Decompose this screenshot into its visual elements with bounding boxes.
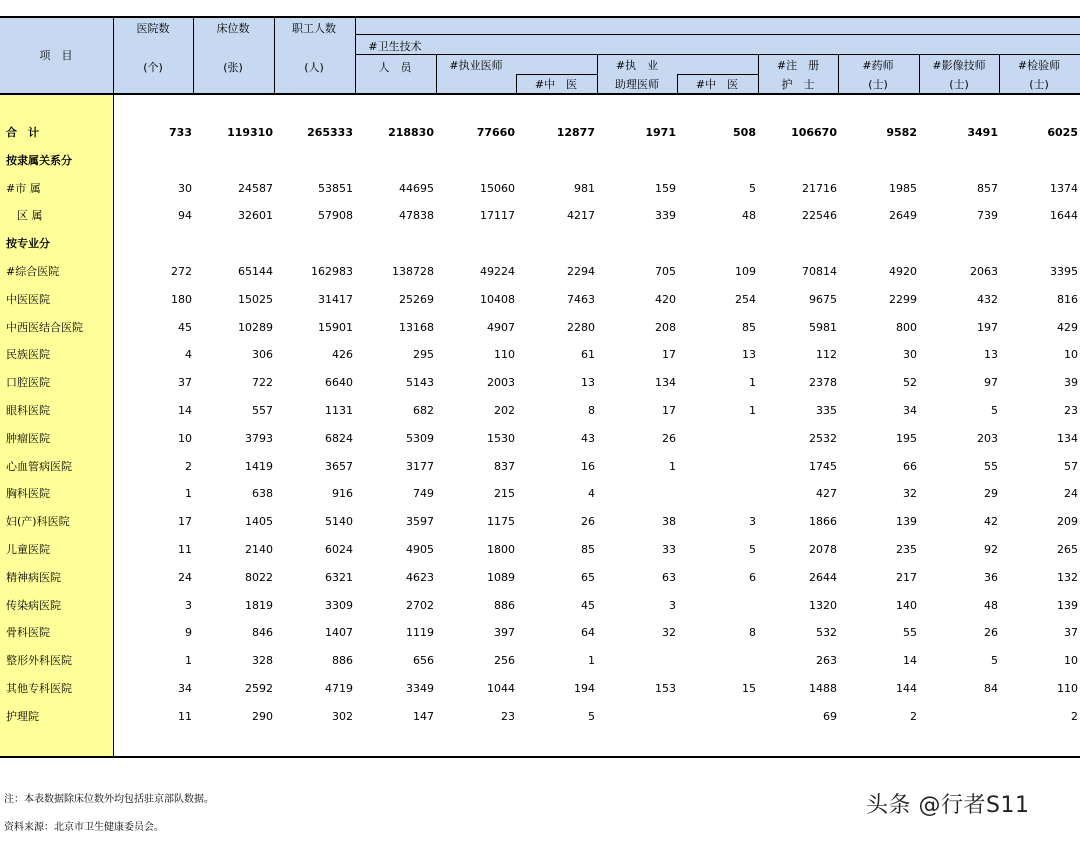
table-cell: 144 (896, 682, 917, 695)
table-cell: 110 (1057, 682, 1078, 695)
header-imaging-unit: (士) (949, 78, 969, 91)
table-cell: 37 (1064, 626, 1078, 639)
table-top-border (0, 16, 1080, 18)
table-cell: 17 (662, 348, 676, 361)
table-cell: 1 (588, 654, 595, 667)
table-cell: 2294 (567, 265, 595, 278)
table-cell: 140 (896, 599, 917, 612)
table-cell: 10289 (238, 321, 273, 334)
table-cell: 2078 (809, 543, 837, 556)
table-cell: 837 (494, 460, 515, 473)
table-cell: 8 (588, 404, 595, 417)
table-cell: 5140 (325, 515, 353, 528)
header-divider (597, 54, 598, 94)
table-cell: 6824 (325, 432, 353, 445)
table-cell: 57908 (318, 209, 353, 222)
table-cell: 11 (178, 543, 192, 556)
table-cell: 53851 (318, 182, 353, 195)
header-subline (355, 54, 1080, 55)
table-cell: 10 (1064, 654, 1078, 667)
table-cell: 1985 (889, 182, 917, 195)
table-cell: 10 (178, 432, 192, 445)
table-cell: 43 (581, 432, 595, 445)
table-cell: 15 (742, 682, 756, 695)
table-cell: 23 (501, 710, 515, 723)
header-subline (516, 74, 597, 75)
table-cell: 5 (749, 182, 756, 195)
table-cell: 2378 (809, 376, 837, 389)
table-cell: 94 (178, 209, 192, 222)
header-staff-unit: (人) (304, 61, 324, 74)
table-cell: 2299 (889, 293, 917, 306)
table-cell: 4907 (487, 321, 515, 334)
row-label: 心血管病医院 (6, 460, 72, 473)
table-cell: 106670 (791, 126, 837, 139)
table-cell: 66 (903, 460, 917, 473)
table-cell: 48 (742, 209, 756, 222)
table-cell: 1407 (325, 626, 353, 639)
table-cell: 77660 (476, 126, 515, 139)
table-cell: 13 (984, 348, 998, 361)
table-cell: 138728 (392, 265, 434, 278)
header-nurse-2: 护 士 (781, 78, 815, 91)
row-label: 骨科医院 (6, 626, 50, 639)
table-cell: 339 (655, 209, 676, 222)
table-cell: 5 (991, 654, 998, 667)
header-divider (193, 16, 194, 94)
table-cell: 13168 (399, 321, 434, 334)
header-bottom-border (0, 93, 1080, 95)
table-cell: 39 (1064, 376, 1078, 389)
header-health-tech-2: 人 员 (378, 61, 412, 74)
header-divider (274, 16, 275, 94)
table-cell: 22546 (802, 209, 837, 222)
header-subline (677, 74, 758, 75)
table-cell: 5981 (809, 321, 837, 334)
table-cell: 37 (178, 376, 192, 389)
table-cell: 3349 (406, 682, 434, 695)
table-cell: 10 (1064, 348, 1078, 361)
row-label: 妇(产)科医院 (6, 515, 70, 528)
header-pharmacist-unit: (士) (868, 78, 888, 91)
table-cell: 722 (252, 376, 273, 389)
header-health-tech: #卫生技术 (368, 40, 422, 53)
header-divider (919, 54, 920, 94)
row-label: 胸科医院 (6, 487, 50, 500)
table-cell: 5143 (406, 376, 434, 389)
header-assistant-doctor-tcm: #中 医 (695, 78, 739, 91)
table-cell: 4623 (406, 571, 434, 584)
row-label: #综合医院 (6, 265, 60, 278)
table-cell: 1800 (487, 543, 515, 556)
table-cell: 2140 (245, 543, 273, 556)
table-cell: 9675 (809, 293, 837, 306)
table-cell: 2644 (809, 571, 837, 584)
table-cell: 1374 (1050, 182, 1078, 195)
table-cell: 1320 (809, 599, 837, 612)
table-cell: 69 (823, 710, 837, 723)
header-divider (436, 54, 437, 94)
table-cell: 208 (655, 321, 676, 334)
table-cell: 132 (1057, 571, 1078, 584)
table-cell: 15060 (480, 182, 515, 195)
table-cell: 21716 (802, 182, 837, 195)
table-cell: 3657 (325, 460, 353, 473)
table-cell: 15901 (318, 321, 353, 334)
table-cell: 24587 (238, 182, 273, 195)
table-cell: 45 (581, 599, 595, 612)
table-cell: 429 (1057, 321, 1078, 334)
header-divider (516, 74, 517, 94)
table-cell: 705 (655, 265, 676, 278)
table-cell: 8 (749, 626, 756, 639)
table-cell: 532 (816, 626, 837, 639)
table-cell: 5 (991, 404, 998, 417)
table-cell: 4920 (889, 265, 917, 278)
table-cell: 749 (413, 487, 434, 500)
table-cell: 1745 (809, 460, 837, 473)
table-cell: 800 (896, 321, 917, 334)
table-cell: 61 (581, 348, 595, 361)
row-label: 其他专科医院 (6, 682, 72, 695)
table-cell: 2702 (406, 599, 434, 612)
table-cell: 3793 (245, 432, 273, 445)
header-imaging: #影像技师 (932, 59, 986, 72)
header-licensed-doctor-tcm: #中 医 (534, 78, 578, 91)
table-cell: 65144 (238, 265, 273, 278)
table-cell: 1 (749, 404, 756, 417)
table-cell: 1044 (487, 682, 515, 695)
table-cell: 30 (178, 182, 192, 195)
row-label: 口腔医院 (6, 376, 50, 389)
table-cell: 1488 (809, 682, 837, 695)
table-cell: 4217 (567, 209, 595, 222)
table-cell: 2063 (970, 265, 998, 278)
table-cell: 3 (669, 599, 676, 612)
header-beds-unit: (张) (223, 61, 243, 74)
table-cell: 432 (977, 293, 998, 306)
row-label: 区 属 (6, 209, 43, 222)
table-cell: 916 (332, 487, 353, 500)
row-label: 合 计 (6, 126, 39, 139)
table-cell: 1175 (487, 515, 515, 528)
table-cell: 32 (662, 626, 676, 639)
header-divider (758, 54, 759, 94)
table-cell: 1819 (245, 599, 273, 612)
header-divider (838, 54, 839, 94)
table-cell: 1419 (245, 460, 273, 473)
table-cell: 36 (984, 571, 998, 584)
table-cell: 45 (178, 321, 192, 334)
table-cell: 25269 (399, 293, 434, 306)
table-cell: 846 (252, 626, 273, 639)
table-cell: 52 (903, 376, 917, 389)
table-cell: 34 (903, 404, 917, 417)
row-label: 精神病医院 (6, 571, 61, 584)
table-cell: 235 (896, 543, 917, 556)
table-cell: 3309 (325, 599, 353, 612)
table-cell: 254 (735, 293, 756, 306)
table-cell: 886 (332, 654, 353, 667)
table-cell: 119310 (227, 126, 273, 139)
row-label: 肿瘤医院 (6, 432, 50, 445)
table-cell: 3 (185, 599, 192, 612)
table-cell: 38 (662, 515, 676, 528)
table-cell: 217 (896, 571, 917, 584)
table-cell: 215 (494, 487, 515, 500)
table-cell: 1866 (809, 515, 837, 528)
table-cell: 197 (977, 321, 998, 334)
table-cell: 426 (332, 348, 353, 361)
table-cell: 5309 (406, 432, 434, 445)
table-cell: 16 (581, 460, 595, 473)
table-cell: 306 (252, 348, 273, 361)
table-cell: 6025 (1047, 126, 1078, 139)
table-cell: 65 (581, 571, 595, 584)
table-cell: 26 (662, 432, 676, 445)
table-cell: 1405 (245, 515, 273, 528)
table-cell: 1 (185, 654, 192, 667)
table-cell: 153 (655, 682, 676, 695)
table-cell: 17 (662, 404, 676, 417)
table-cell: 109 (735, 265, 756, 278)
header-item: 项 目 (39, 49, 73, 62)
table-cell: 85 (581, 543, 595, 556)
table-cell: 508 (733, 126, 756, 139)
table-cell: 656 (413, 654, 434, 667)
table-cell: 6640 (325, 376, 353, 389)
header-divider (999, 54, 1000, 94)
table-cell: 2 (1071, 710, 1078, 723)
table-cell: 203 (977, 432, 998, 445)
table-cell: 335 (816, 404, 837, 417)
header-assistant-doctor-2: 助理医师 (615, 78, 659, 91)
table-cell: 64 (581, 626, 595, 639)
table-cell: 6321 (325, 571, 353, 584)
table-cell: 218830 (388, 126, 434, 139)
table-cell: 15025 (238, 293, 273, 306)
table-cell: 134 (655, 376, 676, 389)
table-cell: 2003 (487, 376, 515, 389)
table-cell: 63 (662, 571, 676, 584)
table-cell: 638 (252, 487, 273, 500)
table-cell: 3597 (406, 515, 434, 528)
row-label: 传染病医院 (6, 599, 61, 612)
table-cell: 3177 (406, 460, 434, 473)
table-cell: 7463 (567, 293, 595, 306)
header-licensed-doctor: #执业医师 (449, 59, 503, 72)
table-cell: 209 (1057, 515, 1078, 528)
table-cell: 17117 (480, 209, 515, 222)
table-cell: 159 (655, 182, 676, 195)
row-label: 整形外科医院 (6, 654, 72, 667)
table-cell: 5 (749, 543, 756, 556)
table-cell: 2 (185, 460, 192, 473)
table-cell: 139 (1057, 599, 1078, 612)
table-cell: 682 (413, 404, 434, 417)
table-cell: 265333 (307, 126, 353, 139)
table-cell: 31417 (318, 293, 353, 306)
table-cell: 194 (574, 682, 595, 695)
table-cell: 981 (574, 182, 595, 195)
table-cell: 13 (742, 348, 756, 361)
table-cell: 1119 (406, 626, 434, 639)
table-note: 注：本表数据除床位数外均包括驻京部队数据。 (4, 794, 214, 805)
table-cell: 42 (984, 515, 998, 528)
table-cell: 44695 (399, 182, 434, 195)
table-cell: 47838 (399, 209, 434, 222)
table-source: 资料来源：北京市卫生健康委员会。 (4, 822, 164, 833)
statistics-table (0, 16, 1080, 758)
table-cell: 24 (1064, 487, 1078, 500)
table-cell: 328 (252, 654, 273, 667)
table-cell: 1971 (645, 126, 676, 139)
table-cell: 55 (903, 626, 917, 639)
table-cell: 85 (742, 321, 756, 334)
table-cell: 1 (669, 460, 676, 473)
table-cell: 1089 (487, 571, 515, 584)
header-pharmacist: #药师 (862, 59, 894, 72)
table-cell: 2 (910, 710, 917, 723)
table-cell: 816 (1057, 293, 1078, 306)
table-cell: 557 (252, 404, 273, 417)
table-cell: 23 (1064, 404, 1078, 417)
table-cell: 110 (494, 348, 515, 361)
table-cell: 13 (581, 376, 595, 389)
table-cell: 5 (588, 710, 595, 723)
table-cell: 8022 (245, 571, 273, 584)
table-cell: 427 (816, 487, 837, 500)
table-cell: 4 (588, 487, 595, 500)
row-label: 按专业分 (6, 237, 50, 250)
table-cell: 4719 (325, 682, 353, 695)
table-bottom-border (0, 756, 1080, 758)
header-divider (355, 16, 356, 94)
header-hospitals: 医院数 (136, 22, 170, 35)
row-label: #市 属 (6, 182, 41, 195)
table-cell: 1 (749, 376, 756, 389)
table-cell: 48 (984, 599, 998, 612)
table-cell: 14 (903, 654, 917, 667)
table-cell: 30 (903, 348, 917, 361)
header-staff: 职工人数 (292, 22, 336, 35)
header-hospitals-unit: (个) (143, 61, 163, 74)
table-cell: 256 (494, 654, 515, 667)
table-cell: 10408 (480, 293, 515, 306)
row-label: 中医医院 (6, 293, 50, 306)
table-cell: 1644 (1050, 209, 1078, 222)
table-cell: 263 (816, 654, 837, 667)
table-cell: 97 (984, 376, 998, 389)
table-cell: 2592 (245, 682, 273, 695)
watermark: 头条 @行者S11 (866, 793, 1030, 818)
table-cell: 84 (984, 682, 998, 695)
table-cell: 195 (896, 432, 917, 445)
table-cell: 857 (977, 182, 998, 195)
table-cell: 2280 (567, 321, 595, 334)
table-cell: 9 (185, 626, 192, 639)
table-cell: 272 (171, 265, 192, 278)
table-cell: 112 (816, 348, 837, 361)
table-cell: 4 (185, 348, 192, 361)
table-cell: 3 (749, 515, 756, 528)
header-lab: #检验师 (1017, 59, 1061, 72)
table-cell: 134 (1057, 432, 1078, 445)
table-cell: 14 (178, 404, 192, 417)
table-cell: 11 (178, 710, 192, 723)
table-cell: 49224 (480, 265, 515, 278)
table-cell: 33 (662, 543, 676, 556)
table-cell: 265 (1057, 543, 1078, 556)
table-cell: 3491 (967, 126, 998, 139)
table-cell: 26 (984, 626, 998, 639)
header-assistant-doctor: #执 业 (615, 59, 659, 72)
table-cell: 2649 (889, 209, 917, 222)
table-cell: 139 (896, 515, 917, 528)
header-subline (355, 34, 1080, 35)
table-cell: 3395 (1050, 265, 1078, 278)
header-lab-unit: (士) (1029, 78, 1049, 91)
table-cell: 4905 (406, 543, 434, 556)
table-cell: 17 (178, 515, 192, 528)
table-cell: 24 (178, 571, 192, 584)
table-cell: 180 (171, 293, 192, 306)
table-cell: 32601 (238, 209, 273, 222)
header-nurse: #注 册 (776, 59, 820, 72)
table-cell: 886 (494, 599, 515, 612)
table-cell: 739 (977, 209, 998, 222)
row-label: 中西医结合医院 (6, 321, 83, 334)
header-divider (677, 74, 678, 94)
table-cell: 92 (984, 543, 998, 556)
row-label: 民族医院 (6, 348, 50, 361)
table-cell: 420 (655, 293, 676, 306)
table-cell: 302 (332, 710, 353, 723)
table-cell: 1131 (325, 404, 353, 417)
table-cell: 202 (494, 404, 515, 417)
table-cell: 26 (581, 515, 595, 528)
table-cell: 2532 (809, 432, 837, 445)
table-cell: 55 (984, 460, 998, 473)
header-beds: 床位数 (216, 22, 250, 35)
table-cell: 6024 (325, 543, 353, 556)
row-label: 眼科医院 (6, 404, 50, 417)
row-label: 护理院 (6, 710, 39, 723)
table-cell: 32 (903, 487, 917, 500)
table-cell: 34 (178, 682, 192, 695)
table-cell: 733 (169, 126, 192, 139)
table-cell: 12877 (556, 126, 595, 139)
table-cell: 295 (413, 348, 434, 361)
table-cell: 397 (494, 626, 515, 639)
row-label: 儿童医院 (6, 543, 50, 556)
table-cell: 6 (749, 571, 756, 584)
table-cell: 9582 (886, 126, 917, 139)
row-label: 按隶属关系分 (6, 154, 72, 167)
table-cell: 290 (252, 710, 273, 723)
table-cell: 1530 (487, 432, 515, 445)
table-cell: 1 (185, 487, 192, 500)
table-cell: 57 (1064, 460, 1078, 473)
table-cell: 147 (413, 710, 434, 723)
table-cell: 162983 (311, 265, 353, 278)
table-cell: 70814 (802, 265, 837, 278)
table-cell: 29 (984, 487, 998, 500)
